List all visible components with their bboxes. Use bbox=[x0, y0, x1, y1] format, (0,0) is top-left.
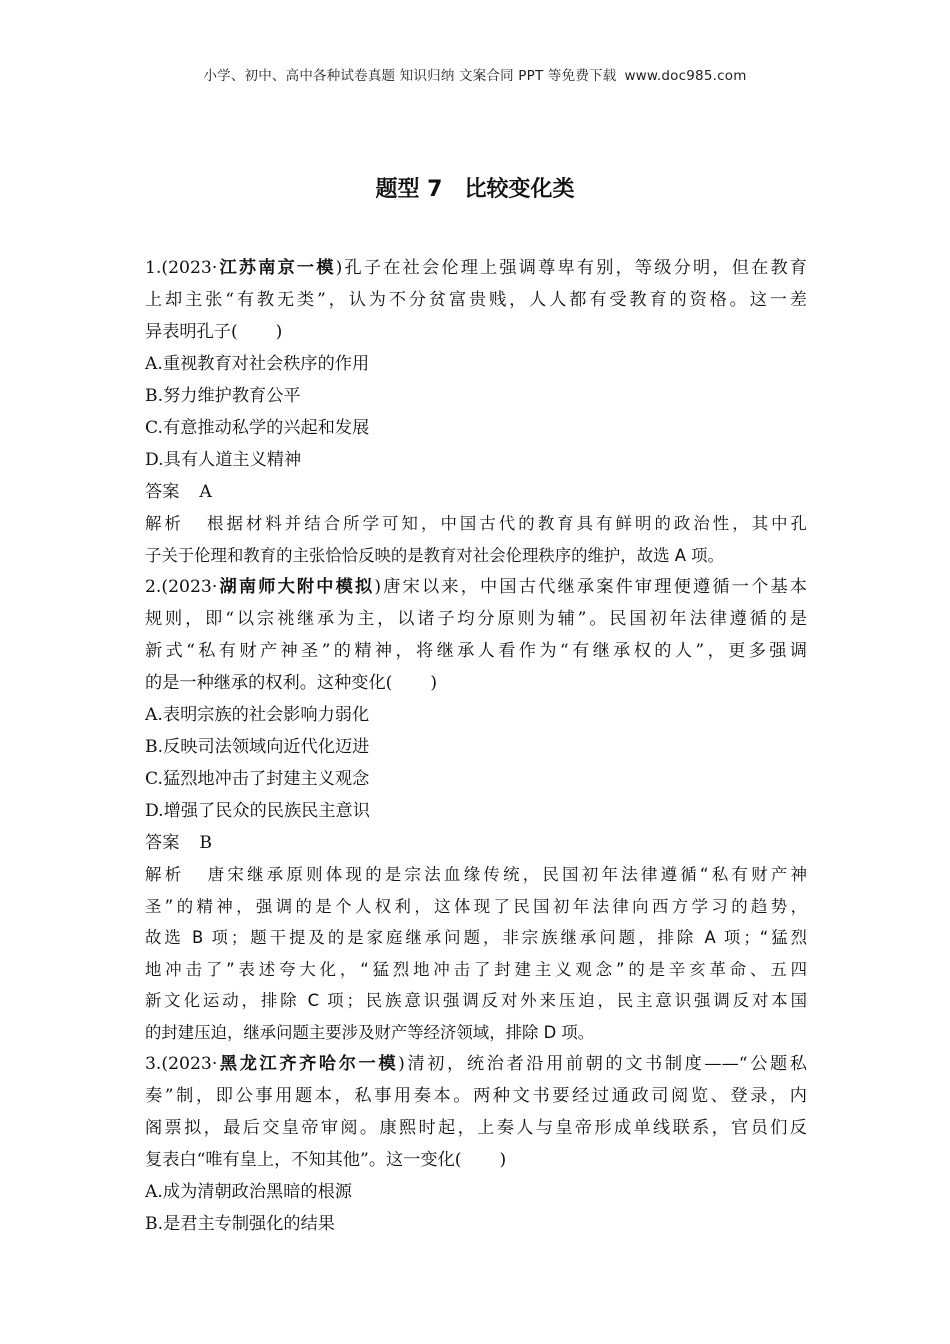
option-d: D.具有人道主义精神 bbox=[145, 450, 302, 470]
explanation-line: 地冲击了”表述夸大化，“猛烈地冲击了封建主义观念”的是辛亥革命、五四 bbox=[145, 959, 807, 979]
explanation-label: 解析 bbox=[145, 514, 184, 533]
header-url[interactable]: www.doc985.com bbox=[624, 68, 747, 84]
explanation bbox=[145, 508, 807, 571]
page-header bbox=[0, 64, 950, 84]
question-stem-line: 奏”制，即公事用题本，私事用奏本。两种文书要经过通政司阅览、登录，内 bbox=[145, 1086, 807, 1106]
explanation-line: 的封建压迫，继承问题主要涉及财产等经济领域，排除 D 项。 bbox=[145, 1022, 595, 1042]
answer-label: 答案 bbox=[145, 482, 180, 502]
question-stem-line: 异表明孔子( ) bbox=[145, 322, 283, 342]
option-b: B.反映司法领域向近代化迈进 bbox=[145, 737, 370, 757]
question-stem-line: 2.(2023·湖南师大附中模拟)唐宋以来，中国古代继承案件审理便遵循一个基本 bbox=[145, 577, 807, 597]
question-stem-line: 3.(2023·黑龙江齐齐哈尔一模)清初，统治者沿用前朝的文书制度——“公题私 bbox=[145, 1054, 807, 1074]
question-content bbox=[145, 252, 807, 1240]
explanation-line: 解析 根据材料并结合所学可知，中国古代的教育具有鲜明的政治性，其中孔 bbox=[145, 514, 807, 533]
explanation bbox=[145, 859, 807, 1048]
question-source: 黑龙江齐齐哈尔一模 bbox=[217, 1054, 399, 1074]
option-a: A.重视教育对社会秩序的作用 bbox=[145, 354, 370, 374]
title-name: 比较变化类 bbox=[464, 177, 575, 202]
question-stem-line: 1.(2023·江苏南京一模)孔子在社会伦理上强调尊卑有别，等级分明，但在教育 bbox=[145, 258, 807, 278]
question-stem-line: 复表白“唯有皇上，不知其他”。这一变化( ) bbox=[145, 1150, 507, 1170]
question-stem-line: 规则，即“以宗祧继承为主，以诸子均分原则为辅”。民国初年法律遵循的是 bbox=[145, 609, 807, 629]
question-source: 湖南师大附中模拟 bbox=[217, 577, 375, 597]
header-text: 小学、初中、高中各种试卷真题 知识归纳 文案合同 PPT 等免费下载 bbox=[203, 68, 617, 84]
title-type: 题型 7 bbox=[375, 177, 443, 202]
answer-value: B bbox=[199, 833, 213, 853]
question-2 bbox=[145, 571, 807, 1048]
page-title bbox=[0, 172, 950, 203]
explanation-line: 子关于伦理和教育的主张恰恰反映的是教育对社会伦理秩序的维护，故选 A 项。 bbox=[145, 545, 724, 565]
question-stem-line: 阁票拟，最后交皇帝审阅。康熙时起，上奏人与皇帝形成单线联系，官员们反 bbox=[145, 1118, 807, 1138]
question-stem-line: 的是一种继承的权利。这种变化( ) bbox=[145, 673, 438, 693]
question-3 bbox=[145, 1048, 807, 1240]
answer-line bbox=[145, 827, 807, 859]
explanation-line: 新文化运动，排除 C 项；民族意识强调反对外来压迫，民主意识强调反对本国 bbox=[145, 991, 807, 1010]
option-b: B.努力维护教育公平 bbox=[145, 386, 301, 406]
answer-label: 答案 bbox=[145, 833, 180, 853]
explanation-line: 故选 B 项；题干提及的是家庭继承问题，非宗族继承问题，排除 A 项；“猛烈 bbox=[145, 928, 807, 947]
option-a: A.表明宗族的社会影响力弱化 bbox=[145, 705, 370, 725]
question-source: 江苏南京一模 bbox=[217, 258, 336, 278]
option-c: C.猛烈地冲击了封建主义观念 bbox=[145, 769, 370, 789]
option-d: D.增强了民众的民族民主意识 bbox=[145, 801, 370, 821]
explanation-line: 解析 唐宋继承原则体现的是宗法血缘传统，民国初年法律遵循“私有财产神 bbox=[145, 865, 807, 884]
question-1 bbox=[145, 252, 807, 571]
answer-line bbox=[145, 476, 807, 508]
explanation-label: 解析 bbox=[145, 865, 185, 884]
question-stem-line: 新式“私有财产神圣”的精神，将继承人看作为“有继承权的人”，更多强调 bbox=[145, 641, 807, 661]
explanation-line: 圣”的精神，强调的是个人权利，这体现了民国初年法律向西方学习的趋势， bbox=[145, 896, 807, 916]
option-a: A.成为清朝政治黑暗的根源 bbox=[145, 1182, 352, 1202]
question-stem-line: 上却主张“有教无类”，认为不分贫富贵贱，人人都有受教育的资格。这一差 bbox=[145, 290, 807, 310]
option-b: B.是君主专制强化的结果 bbox=[145, 1214, 335, 1234]
option-c: C.有意推动私学的兴起和发展 bbox=[145, 418, 370, 438]
answer-value: A bbox=[199, 482, 212, 502]
